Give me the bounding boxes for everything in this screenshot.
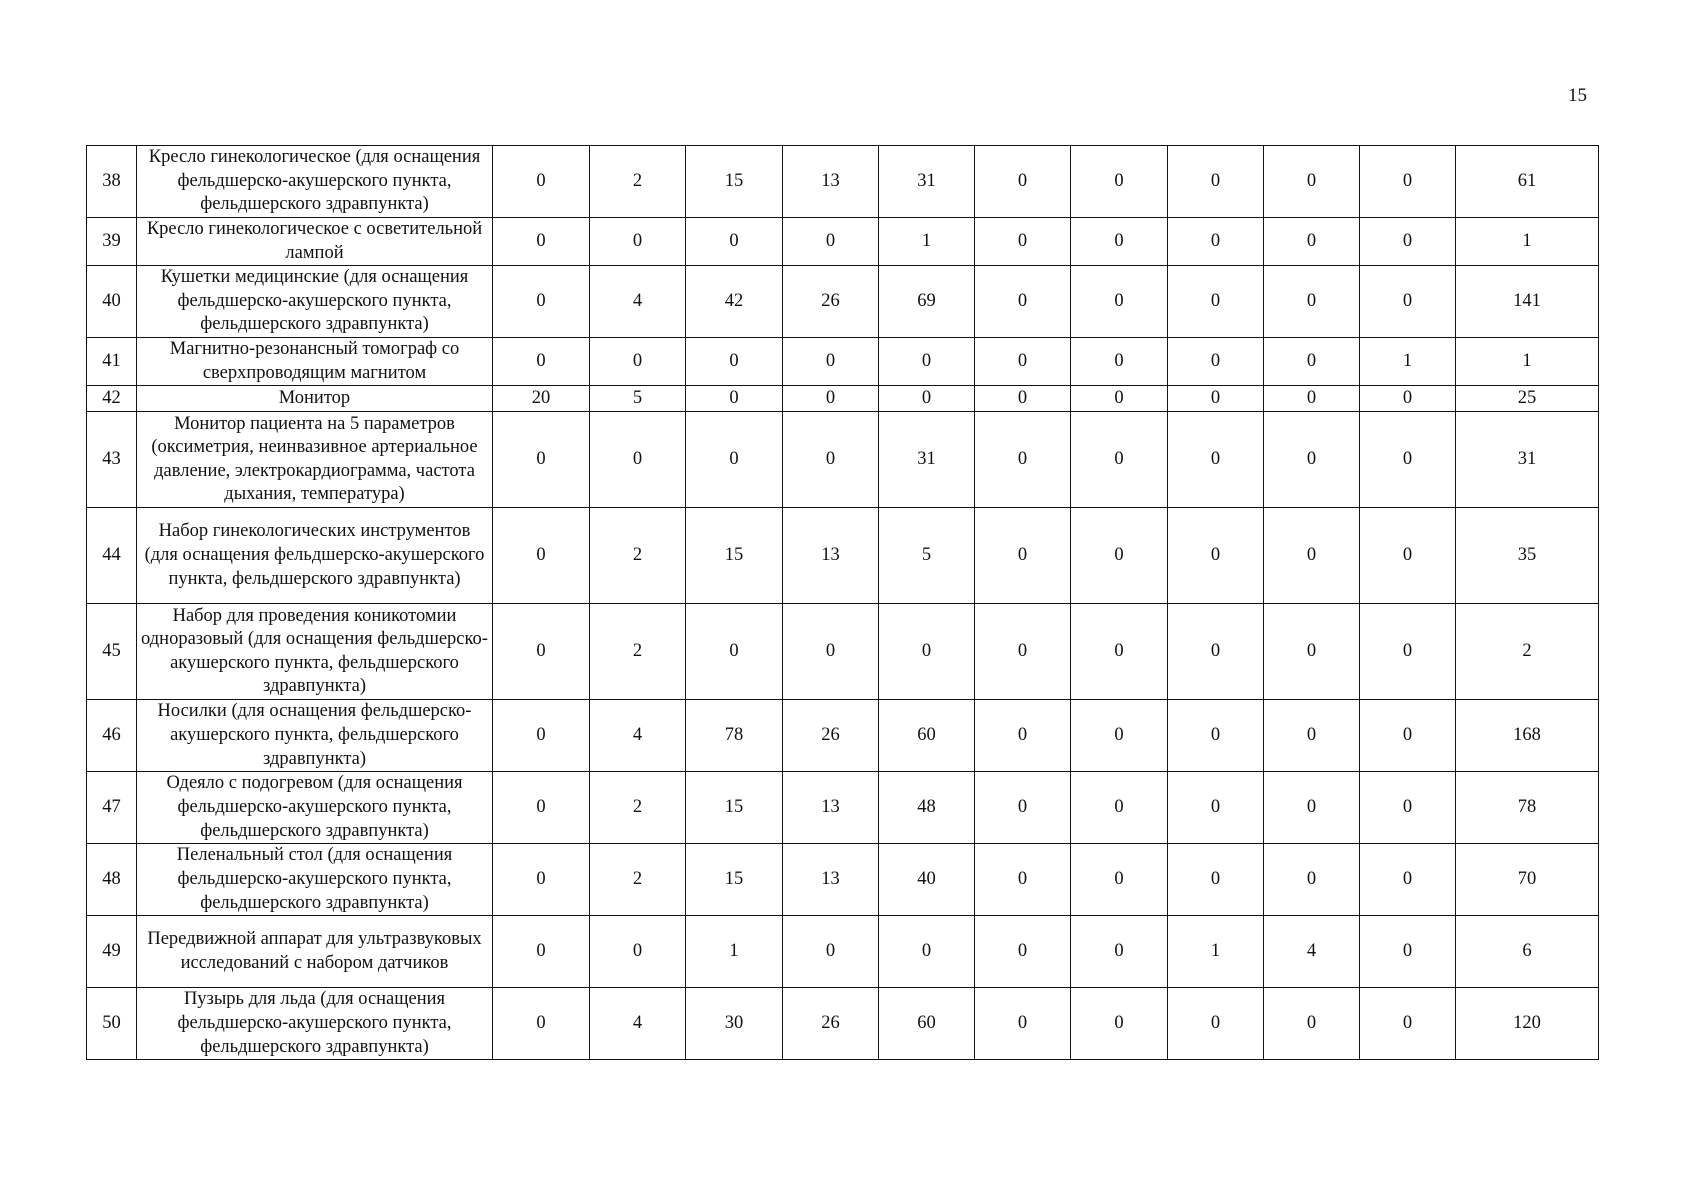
quantity-cell: 0 — [879, 338, 975, 386]
quantity-cell: 13 — [783, 146, 879, 218]
quantity-cell: 0 — [1071, 508, 1168, 604]
row-number-cell: 40 — [87, 266, 137, 338]
quantity-cell: 0 — [1360, 386, 1456, 412]
quantity-cell: 5 — [590, 386, 686, 412]
total-cell: 78 — [1456, 772, 1599, 844]
row-number-cell: 50 — [87, 988, 137, 1060]
quantity-cell: 0 — [975, 604, 1071, 700]
row-number-cell: 43 — [87, 412, 137, 508]
table-row — [87, 412, 1599, 508]
table-row — [87, 146, 1599, 218]
quantity-cell: 0 — [1168, 266, 1264, 338]
row-number-cell: 39 — [87, 218, 137, 266]
quantity-cell: 0 — [493, 844, 590, 916]
quantity-cell: 0 — [1071, 386, 1168, 412]
quantity-cell: 0 — [1071, 844, 1168, 916]
total-cell: 1 — [1456, 338, 1599, 386]
table-row — [87, 844, 1599, 916]
table-row — [87, 508, 1599, 604]
row-number-cell: 45 — [87, 604, 137, 700]
quantity-cell: 0 — [590, 338, 686, 386]
quantity-cell: 5 — [879, 508, 975, 604]
quantity-cell: 0 — [1168, 508, 1264, 604]
quantity-cell: 0 — [686, 604, 783, 700]
quantity-cell: 0 — [975, 146, 1071, 218]
quantity-cell: 15 — [686, 146, 783, 218]
equipment-name-cell: Передвижной аппарат для ультразвуковых исследований с набором датчиков — [137, 916, 493, 988]
quantity-cell: 0 — [975, 988, 1071, 1060]
quantity-cell: 0 — [1360, 146, 1456, 218]
quantity-cell: 0 — [1264, 146, 1360, 218]
row-number-cell: 38 — [87, 146, 137, 218]
row-number-cell: 47 — [87, 772, 137, 844]
total-cell: 35 — [1456, 508, 1599, 604]
quantity-cell: 1 — [686, 916, 783, 988]
quantity-cell: 0 — [493, 988, 590, 1060]
quantity-cell: 2 — [590, 772, 686, 844]
quantity-cell: 0 — [1264, 386, 1360, 412]
quantity-cell: 0 — [1071, 700, 1168, 772]
table-row — [87, 916, 1599, 988]
quantity-cell: 0 — [975, 412, 1071, 508]
equipment-name-cell: Кушетки медицинские (для оснащения фельдшерско-акушерского пункта, фельдшерского здравпункта) — [137, 266, 493, 338]
quantity-cell: 0 — [1071, 266, 1168, 338]
quantity-cell: 2 — [590, 844, 686, 916]
quantity-cell: 0 — [493, 772, 590, 844]
quantity-cell: 0 — [1360, 988, 1456, 1060]
equipment-name-cell: Носилки (для оснащения фельдшерско-акушерского пункта, фельдшерского здравпункта) — [137, 700, 493, 772]
quantity-cell: 0 — [1071, 988, 1168, 1060]
quantity-cell: 0 — [1264, 412, 1360, 508]
quantity-cell: 0 — [493, 604, 590, 700]
quantity-cell: 0 — [1264, 266, 1360, 338]
equipment-name-cell: Набор гинекологических инструментов (для оснащения фельдшерско-акушерского пункта, фельдшерского здравпункта) — [137, 508, 493, 604]
quantity-cell: 13 — [783, 844, 879, 916]
row-number-cell: 49 — [87, 916, 137, 988]
quantity-cell: 0 — [1360, 218, 1456, 266]
quantity-cell: 15 — [686, 508, 783, 604]
quantity-cell: 0 — [879, 916, 975, 988]
quantity-cell: 0 — [975, 266, 1071, 338]
quantity-cell: 0 — [1168, 412, 1264, 508]
quantity-cell: 0 — [493, 146, 590, 218]
equipment-table — [86, 145, 1599, 1060]
row-number-cell: 46 — [87, 700, 137, 772]
quantity-cell: 0 — [1071, 218, 1168, 266]
quantity-cell: 0 — [1071, 338, 1168, 386]
table-row — [87, 772, 1599, 844]
quantity-cell: 0 — [686, 412, 783, 508]
quantity-cell: 26 — [783, 988, 879, 1060]
quantity-cell: 0 — [783, 604, 879, 700]
quantity-cell: 4 — [590, 988, 686, 1060]
quantity-cell: 0 — [1168, 988, 1264, 1060]
quantity-cell: 48 — [879, 772, 975, 844]
quantity-cell: 0 — [783, 412, 879, 508]
quantity-cell: 0 — [1071, 146, 1168, 218]
table-row — [87, 218, 1599, 266]
quantity-cell: 26 — [783, 266, 879, 338]
quantity-cell: 2 — [590, 146, 686, 218]
quantity-cell: 0 — [975, 218, 1071, 266]
quantity-cell: 0 — [1360, 844, 1456, 916]
quantity-cell: 0 — [1360, 604, 1456, 700]
equipment-name-cell: Магнитно-резонансный томограф со сверхпроводящим магнитом — [137, 338, 493, 386]
quantity-cell: 42 — [686, 266, 783, 338]
total-cell: 141 — [1456, 266, 1599, 338]
row-number-cell: 48 — [87, 844, 137, 916]
quantity-cell: 0 — [1264, 604, 1360, 700]
equipment-name-cell: Пузырь для льда (для оснащения фельдшерско-акушерского пункта, фельдшерского здравпункта) — [137, 988, 493, 1060]
quantity-cell: 4 — [1264, 916, 1360, 988]
quantity-cell: 4 — [590, 266, 686, 338]
quantity-cell: 15 — [686, 844, 783, 916]
quantity-cell: 69 — [879, 266, 975, 338]
quantity-cell: 0 — [1264, 338, 1360, 386]
quantity-cell: 13 — [783, 508, 879, 604]
table-row — [87, 700, 1599, 772]
quantity-cell: 0 — [1360, 508, 1456, 604]
quantity-cell: 0 — [686, 338, 783, 386]
table-row — [87, 604, 1599, 700]
quantity-cell: 0 — [1360, 772, 1456, 844]
quantity-cell: 0 — [1168, 338, 1264, 386]
quantity-cell: 0 — [975, 386, 1071, 412]
row-number-cell: 42 — [87, 386, 137, 412]
quantity-cell: 0 — [783, 916, 879, 988]
total-cell: 2 — [1456, 604, 1599, 700]
quantity-cell: 13 — [783, 772, 879, 844]
quantity-cell: 0 — [590, 218, 686, 266]
quantity-cell: 0 — [1264, 844, 1360, 916]
quantity-cell: 0 — [493, 266, 590, 338]
equipment-name-cell: Одеяло с подогревом (для оснащения фельдшерско-акушерского пункта, фельдшерского здравпункта) — [137, 772, 493, 844]
quantity-cell: 0 — [686, 386, 783, 412]
quantity-cell: 0 — [493, 916, 590, 988]
table-body — [87, 146, 1599, 1060]
quantity-cell: 0 — [1264, 508, 1360, 604]
row-number-cell: 41 — [87, 338, 137, 386]
equipment-name-cell: Пеленальный стол (для оснащения фельдшерско-акушерского пункта, фельдшерского здравпункта) — [137, 844, 493, 916]
page-number: 15 — [1568, 85, 1587, 106]
total-cell: 1 — [1456, 218, 1599, 266]
total-cell: 6 — [1456, 916, 1599, 988]
quantity-cell: 0 — [1360, 412, 1456, 508]
quantity-cell: 78 — [686, 700, 783, 772]
quantity-cell: 4 — [590, 700, 686, 772]
quantity-cell: 0 — [975, 844, 1071, 916]
quantity-cell: 0 — [1168, 844, 1264, 916]
quantity-cell: 60 — [879, 700, 975, 772]
total-cell: 168 — [1456, 700, 1599, 772]
quantity-cell: 31 — [879, 146, 975, 218]
quantity-cell: 20 — [493, 386, 590, 412]
total-cell: 25 — [1456, 386, 1599, 412]
quantity-cell: 0 — [975, 338, 1071, 386]
quantity-cell: 31 — [879, 412, 975, 508]
quantity-cell: 0 — [1071, 412, 1168, 508]
quantity-cell: 1 — [1360, 338, 1456, 386]
quantity-cell: 0 — [590, 916, 686, 988]
total-cell: 120 — [1456, 988, 1599, 1060]
equipment-name-cell: Кресло гинекологическое (для оснащения фельдшерско-акушерского пункта, фельдшерского здравпункта) — [137, 146, 493, 218]
quantity-cell: 0 — [1264, 988, 1360, 1060]
quantity-cell: 0 — [590, 412, 686, 508]
quantity-cell: 0 — [879, 604, 975, 700]
equipment-name-cell: Кресло гинекологическое с осветительной лампой — [137, 218, 493, 266]
quantity-cell: 2 — [590, 508, 686, 604]
total-cell: 31 — [1456, 412, 1599, 508]
quantity-cell: 0 — [493, 218, 590, 266]
quantity-cell: 1 — [879, 218, 975, 266]
table-row — [87, 988, 1599, 1060]
quantity-cell: 0 — [1168, 772, 1264, 844]
quantity-cell: 1 — [1168, 916, 1264, 988]
quantity-cell: 0 — [975, 700, 1071, 772]
quantity-cell: 0 — [975, 772, 1071, 844]
quantity-cell: 0 — [879, 386, 975, 412]
quantity-cell: 0 — [1264, 772, 1360, 844]
quantity-cell: 0 — [493, 412, 590, 508]
quantity-cell: 2 — [590, 604, 686, 700]
quantity-cell: 0 — [493, 338, 590, 386]
quantity-cell: 0 — [1264, 700, 1360, 772]
quantity-cell: 0 — [1168, 386, 1264, 412]
quantity-cell: 0 — [783, 218, 879, 266]
equipment-name-cell: Монитор — [137, 386, 493, 412]
quantity-cell: 0 — [975, 916, 1071, 988]
total-cell: 61 — [1456, 146, 1599, 218]
equipment-name-cell: Монитор пациента на 5 параметров (оксиметрия, неинвазивное артериальное давление, электрокардиограмма, частота дыхания, температура) — [137, 412, 493, 508]
quantity-cell: 0 — [1168, 700, 1264, 772]
quantity-cell: 0 — [1360, 916, 1456, 988]
quantity-cell: 0 — [493, 700, 590, 772]
quantity-cell: 60 — [879, 988, 975, 1060]
row-number-cell: 44 — [87, 508, 137, 604]
quantity-cell: 0 — [1360, 266, 1456, 338]
quantity-cell: 0 — [975, 508, 1071, 604]
quantity-cell: 40 — [879, 844, 975, 916]
quantity-cell: 0 — [1071, 916, 1168, 988]
quantity-cell: 0 — [1071, 604, 1168, 700]
table-row — [87, 266, 1599, 338]
quantity-cell: 0 — [686, 218, 783, 266]
quantity-cell: 26 — [783, 700, 879, 772]
total-cell: 70 — [1456, 844, 1599, 916]
quantity-cell: 0 — [493, 508, 590, 604]
quantity-cell: 0 — [1360, 700, 1456, 772]
quantity-cell: 0 — [1168, 604, 1264, 700]
quantity-cell: 0 — [1264, 218, 1360, 266]
quantity-cell: 30 — [686, 988, 783, 1060]
quantity-cell: 0 — [783, 338, 879, 386]
quantity-cell: 0 — [1071, 772, 1168, 844]
quantity-cell: 15 — [686, 772, 783, 844]
quantity-cell: 0 — [1168, 146, 1264, 218]
table-row — [87, 338, 1599, 386]
quantity-cell: 0 — [1168, 218, 1264, 266]
quantity-cell: 0 — [783, 386, 879, 412]
table-row — [87, 386, 1599, 412]
equipment-name-cell: Набор для проведения коникотомии одноразовый (для оснащения фельдшерско-акушерского пункта, фельдшерского здравпункта) — [137, 604, 493, 700]
